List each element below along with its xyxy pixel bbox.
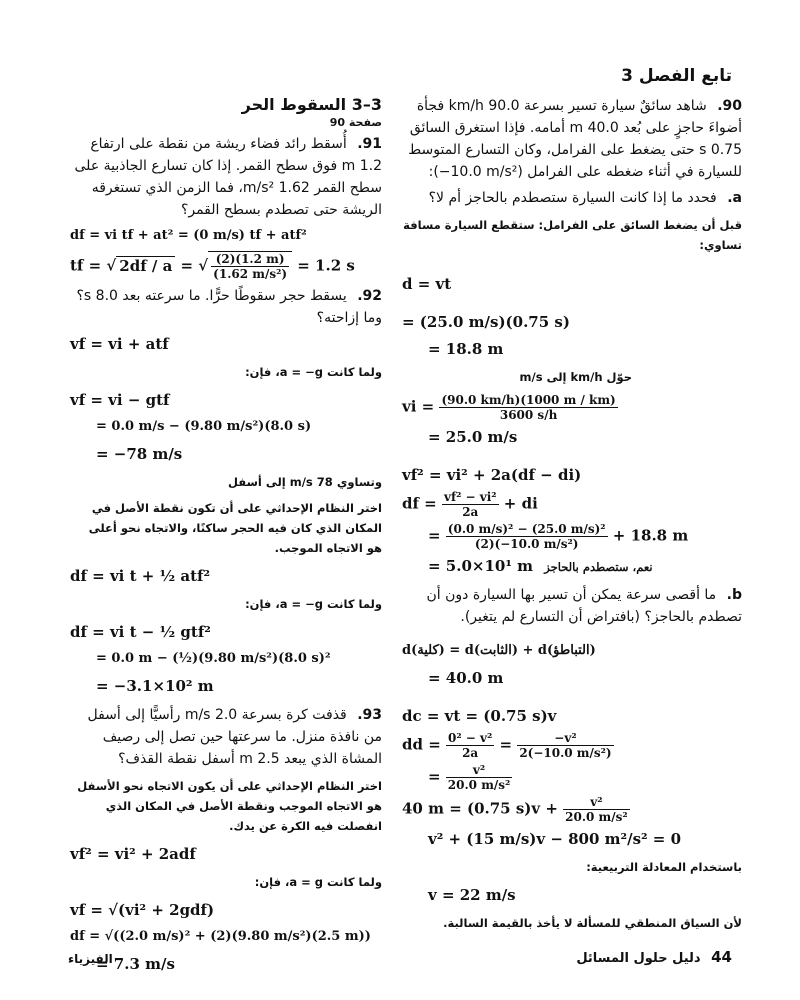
equation-fraction: vi = $\frac{(90.0 km/h)(1000 m / km)}{3600 s/h}$ bbox=[402, 393, 616, 422]
problem-text: قذفت كرة بسرعة 2.0 m/s رأسيًّا إلى أسفل من نافذة منزل. ما سرعتها حين تصل إلى رصيف المشاة الذي يبعد 2.5 m أسفل نقطة القذف؟ bbox=[87, 707, 382, 767]
solution-note: قبل أن يضغط السائق على الفرامل: ستقطع السيارة مسافة تساوي: bbox=[403, 218, 742, 252]
page-number: 44 bbox=[711, 948, 732, 966]
sqrt-term: $\frac{(2)(1.2 m)}{\text{(1.62 m/s²)}}$ bbox=[208, 251, 292, 281]
left-column bbox=[70, 95, 382, 979]
equation: = 0.0 m/s − (9.80 m/s²)(8.0 s) bbox=[96, 419, 312, 434]
problem-text: شاهد سائقٌ سيارة تسير بسرعة 90.0 km/h فجأة أضواءَ حاجزٍ على بُعد 40.0 m أمامه. فإذا استغرق السائق 0.75 s حتى يضغط على الفرامل، وكان التسارع المتوسط للسيارة في أثناء ضغطه على الفرامل ‎(−10.0 m/s²)‎: bbox=[408, 98, 742, 180]
solution-note: باستخدام المعادلة التربيعية: bbox=[586, 860, 742, 874]
part-b bbox=[402, 584, 742, 628]
solution-note: حوّل km/h إلى m/s bbox=[519, 370, 632, 384]
problem-90 bbox=[402, 95, 742, 183]
part-text: فحدد ما إذا كانت السيارة ستصطدم بالحاجز أم لا؟ bbox=[428, 190, 717, 206]
solution-note: ولما كانت a = g، فإن: bbox=[254, 875, 382, 889]
part-label: b. bbox=[726, 587, 742, 603]
equation-fraction: dd = $\frac{\text{0² − v²}}{2a}$ = $\frac{\text{−v²}}{\text{2(−10.0 m/s²)}}$ bbox=[402, 731, 612, 760]
equation-fraction: 40 m = (0.75 s)v + $\frac{\text{v²}}{\text{20.0 m/s²}}$ bbox=[402, 795, 628, 824]
equation: = 40.0 m bbox=[428, 669, 504, 687]
fraction: $\frac{\text{v²}}{\text{20.0 m/s²}}$ bbox=[565, 795, 628, 824]
equation: vf = vi − gtf bbox=[70, 391, 170, 409]
chapter-header: تابع الفصل 3 bbox=[621, 66, 732, 86]
equation: vf² = vi² + 2a(df − di) bbox=[402, 466, 582, 484]
equation-fraction: df = $\frac{\text{vf² − vi²}}{2a}$ + di bbox=[402, 490, 538, 519]
equation: = −3.1×10² m bbox=[96, 677, 214, 695]
fraction: $\frac{\text{−v²}}{\text{2(−10.0 m/s²)}}$ bbox=[519, 731, 612, 760]
fraction: $\frac{\text{v²}}{\text{20.0 m/s²}}$ bbox=[447, 763, 511, 792]
problem-93 bbox=[70, 704, 382, 770]
solution-note: ولما كانت a = −g، فإن: bbox=[245, 365, 382, 379]
book-title: دليل حلول المسائل bbox=[576, 951, 701, 966]
equation: = 7.3 m/s bbox=[96, 955, 175, 973]
part-text: ما أقصى سرعة يمكن أن تسير بها السيارة دون أن تصطدم بالحاجز؟ (بافتراض أن التسارع لم يتغير). bbox=[426, 587, 742, 625]
equation: df = vi tf + at² = (0 m/s) tf + atf² bbox=[70, 228, 307, 243]
fraction: $\frac{\text{(0.0 m/s)² − (25.0 m/s)²}}{\text{(2)(−10.0 m/s²)}}$ bbox=[447, 522, 606, 551]
footer-subject: الفيزياء bbox=[68, 952, 113, 966]
problem-92 bbox=[70, 285, 382, 329]
equation-fraction: = $\frac{\text{v²}}{\text{20.0 m/s²}}$ bbox=[428, 763, 511, 792]
equation: d(كلية) = d(الثابت) + d(التباطؤ) bbox=[402, 643, 596, 658]
equation: = (25.0 m/s)(0.75 s) bbox=[402, 313, 570, 331]
result-note: نعم، ستصطدم بالحاجز bbox=[544, 560, 653, 574]
problem-number: 92. bbox=[357, 288, 382, 304]
equation-result: v = 22 m/s bbox=[428, 886, 516, 904]
equation: d = vt bbox=[402, 275, 452, 293]
equation: v² + (15 m/s)v − 800 m²/s² = 0 bbox=[428, 830, 682, 848]
equation: vf = vi + atf bbox=[70, 335, 169, 353]
solution-note: وتساوي 78 m/s إلى أسفل bbox=[228, 475, 382, 489]
solution-note: ولما كانت a = −g، فإن: bbox=[245, 597, 382, 611]
problem-number: 93. bbox=[357, 707, 382, 723]
equation: df = vi t + ½ atf² bbox=[70, 567, 211, 585]
equation-sqrt: tf = √ 2df / a = √ $\frac{(2)(1.2 m)}{\text{(1.62 m/s²)}}$ = 1.2 s bbox=[70, 252, 355, 281]
fraction: $\frac{\text{vf² − vi²}}{2a}$ bbox=[443, 490, 497, 519]
equation: = 18.8 m bbox=[428, 340, 504, 358]
solution-note: اختر النظام الإحداثي على أن تكون نقطة الأصل في المكان الذي كان فيه الحجر ساكنًا، والاتجاه نحو أعلى هو الاتجاه الموجب. bbox=[88, 501, 382, 555]
right-column bbox=[402, 95, 742, 939]
section-page-ref: صفحة 90 bbox=[329, 116, 382, 129]
equation: vf² = vi² + 2adf bbox=[70, 845, 196, 863]
equation: = 0.0 m − (½)(9.80 m/s²)(8.0 s)² bbox=[96, 651, 331, 666]
solution-note: لأن السياق المنطقي للمسألة لا يأخذ بالقيمة السالبة. bbox=[443, 916, 742, 930]
equation: = −78 m/s bbox=[96, 445, 183, 463]
solution-note: اختر النظام الإحداثي على أن يكون الاتجاه نحو الأسفل هو الاتجاه الموجب ونقطة الأصل في المكان الذي انفصلت فيه الكرة عن يدك. bbox=[77, 779, 382, 833]
part-label: a. bbox=[727, 190, 742, 206]
fraction: $\frac{\text{0² − v²}}{2a}$ bbox=[448, 731, 493, 760]
problem-text: أُسقط رائد فضاء ريشة من نقطة على ارتفاع 1.2 m فوق سطح القمر. إذا كان تسارع الجاذبية على سطح القمر 1.62 m/s²، فما الزمن الذي تستغرقه الريشة حتى تصطدم بسطح القمر؟ bbox=[74, 136, 382, 218]
footer-book bbox=[576, 948, 732, 966]
equation: = 25.0 m/s bbox=[428, 428, 518, 446]
equation: dc = vt = (0.75 s)v bbox=[402, 707, 557, 725]
problem-number: 91. bbox=[357, 136, 382, 152]
equation: vf = √(vi² + 2gdf) bbox=[70, 901, 215, 919]
sqrt-term: 2df / a bbox=[116, 256, 175, 275]
problem-91 bbox=[70, 133, 382, 221]
equation: df = vi t − ½ gtf² bbox=[70, 623, 211, 641]
section-title: 3–3 السقوط الحر bbox=[241, 95, 382, 114]
problem-text: يسقط حجر سقوطًا حرًّا. ما سرعته بعد 8.0 s؟ وما إزاحته؟ bbox=[76, 288, 382, 326]
equation-fraction: = $\frac{\text{(0.0 m/s)² − (25.0 m/s)²}}{\text{(2)(−10.0 m/s²)}}$ + 18.8 m bbox=[428, 522, 689, 551]
fraction: $\frac{(90.0 km/h)(1000 m / km)}{3600 s/h}$ bbox=[441, 393, 616, 422]
equation-result: = 5.0×10¹ m نعم، ستصطدم بالحاجز bbox=[428, 557, 653, 575]
problem-number: 90. bbox=[717, 98, 742, 114]
equation: df = √((2.0 m/s)² + (2)(9.80 m/s²)(2.5 m)) bbox=[70, 929, 371, 944]
part-a bbox=[402, 187, 742, 209]
